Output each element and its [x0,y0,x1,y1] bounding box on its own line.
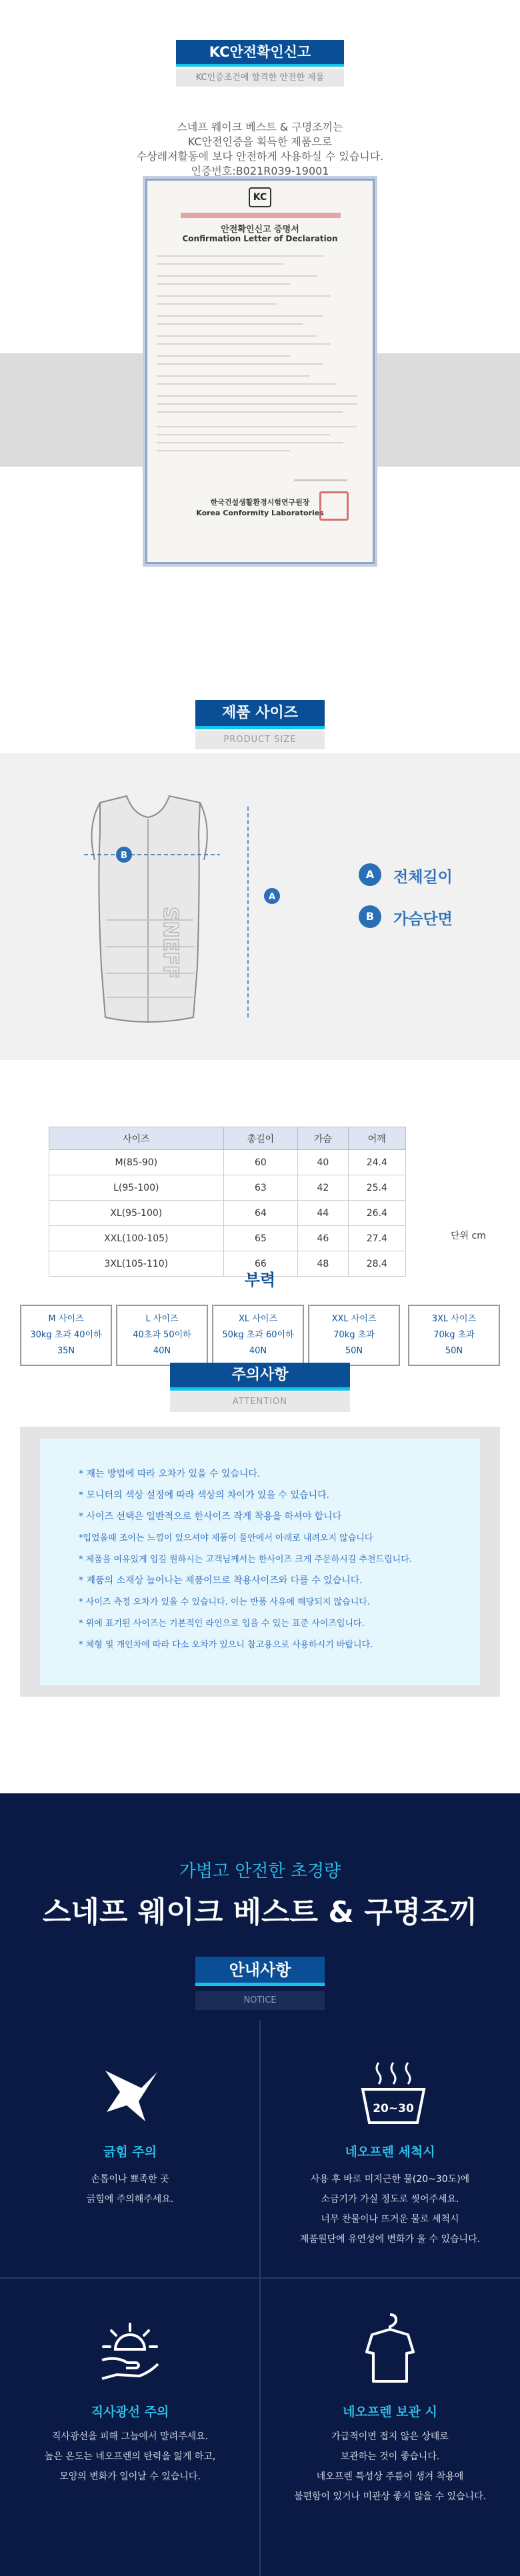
buoyancy-size: L 사이즈 [145,1314,179,1324]
cell-shoulder: 24.4 [348,1150,405,1175]
cert-text-line [157,383,337,385]
notice-subheading: 가볍고 안전한 초경량 [179,1861,341,1881]
attention-subtitle-bar [170,1392,350,1412]
basin-temperature-label: 20~30 [373,2102,414,2115]
table-row [49,1150,406,1175]
cert-text-line [157,375,310,377]
buoyancy-card-3xl [408,1305,500,1366]
cell-sun-line: 높은 온도는 네오프렌의 탄력을 잃게 하고, [44,2451,216,2462]
attention-title: 주의사항 [231,1367,289,1383]
cell-length: 65 [223,1226,298,1251]
attention-item: * 제품을 여유있게 입길 원하시는 고객님께서는 한사이즈 크게 주문하시길 추천드립니다. [79,1555,412,1565]
cert-issuer-en: Korea Conformity Laboratories [196,509,324,517]
cell-scratch-line: 긁힘에 주의해주세요. [86,2194,174,2205]
cell-chest: 46 [298,1226,348,1251]
cell-sun-line: 직사광선을 피해 그늘에서 말려주세요. [51,2431,209,2442]
attention-item: * 재는 방법에 따라 오차가 있을 수 있습니다. [79,1469,261,1479]
hanger-garment-icon [360,2312,420,2385]
size-subtitle: PRODUCT SIZE [223,735,297,745]
table-row [49,1175,406,1201]
cell-size: L(95-100) [49,1175,224,1201]
cell-storage-line: 네오프렌 특성상 주름이 생겨 착용에 [316,2471,464,2482]
buoyancy-size: XXL 사이즈 [331,1314,377,1324]
buoyancy-size: XL 사이즈 [239,1314,277,1324]
cert-text-line [157,263,283,265]
buoyancy-weight: 50kg 초과 60이하 [222,1330,294,1340]
cell-chest: 44 [298,1201,348,1226]
cell-length: 60 [223,1150,298,1175]
cert-date-line [294,479,347,481]
cert-text-line [157,411,343,413]
buoyancy-weight: 70kg 초과 [333,1330,375,1340]
attention-item: * 체형 및 개인차에 따라 다소 오차가 있으니 참고용으로 사용하시기 바랍니다. [79,1640,373,1650]
cert-text-line [157,283,290,285]
buoyancy-force: 50N [345,1346,363,1356]
size-title-badge [195,700,325,729]
header-shoulder: 어깨 [348,1127,405,1150]
attention-item: *입었을때 조이는 느낌이 있으셔야 제품이 물안에서 아래로 내려오지 않습니다 [79,1533,373,1543]
notice-subtitle: NOTICE [195,1991,325,2010]
buoyancy-size: M 사이즈 [48,1314,84,1324]
svg-text:A: A [268,892,276,902]
cert-text-line [157,255,323,257]
cell-size: XXL(100-105) [49,1226,224,1251]
water-basin-icon [359,2060,428,2127]
cert-text-line [157,323,303,325]
buoyancy-weight: 30kg 초과 40이하 [30,1330,102,1340]
certificate-image [145,179,375,564]
kc-subtitle-bar [176,69,344,87]
attention-item: * 제품의 소재상 늘어나는 제품이므로 착용사이즈와 다를 수 있습니다. [79,1575,363,1586]
attention-item: * 모니터의 색상 설정에 따라 색상의 차이가 있을 수 있습니다. [79,1490,330,1501]
kc-title: KC안전확인신고 [209,44,311,60]
cert-text-line [157,395,357,397]
cell-storage-title: 네오프렌 보관 시 [343,2405,437,2419]
unit-label: 단위 cm [451,1231,486,1241]
cell-wash-line: 너무 찬물이나 뜨거운 물로 세척시 [321,2214,459,2225]
cert-title-en: Confirmation Letter of Declaration [182,234,338,243]
cell-length: 64 [223,1201,298,1226]
cell-length: 63 [223,1175,298,1201]
cert-red-note [181,213,341,218]
buoyancy-card-m [20,1305,112,1366]
cell-chest: 48 [298,1251,348,1277]
buoyancy-force: 40N [153,1346,171,1356]
star-shape-icon [100,2065,160,2125]
header-chest: 가슴 [298,1127,348,1150]
cert-text-line [157,303,277,305]
size-table [49,1127,406,1277]
notice-heading: 스네프 웨이크 베스트 & 구명조끼 [42,1895,478,1929]
buoyancy-force: 40N [249,1346,267,1356]
cert-text-line [157,434,330,435]
cert-text-line [157,295,330,297]
cell-sun-line: 모양의 변화가 일어날 수 있습니다. [59,2471,201,2482]
buoyancy-weight: 70kg 초과 [433,1330,475,1340]
kc-line-3: 수상레저활동에 보다 안전하게 사용하실 수 있습니다. [136,150,384,163]
svg-text:B: B [121,851,127,861]
cert-text-line [157,275,317,277]
cell-wash-title: 네오프렌 세척시 [345,2145,435,2159]
cert-text-line [157,450,290,451]
kc-subtitle: KC인증조건에 합격한 안전한 제품 [195,73,325,83]
attention-item: * 사이즈 선택은 일반적으로 한사이즈 작게 착용을 하셔야 합니다 [79,1511,342,1522]
svg-text:SNEFF: SNEFF [159,907,182,979]
notice-title: 안내사항 [195,1957,325,1986]
cell-wash-line: 제품원단에 유연성에 변화가 올 수 있습니다. [299,2234,481,2245]
cert-text-line [157,343,330,345]
cell-scratch-line: 손톱이나 뾰족한 곳 [91,2174,169,2185]
legend-b-label: 가슴단면 [393,911,453,928]
cell-storage-line: 가급적이면 접지 않은 상태로 [331,2431,449,2442]
size-title: 제품 사이즈 [222,705,298,721]
cell-storage-line: 불편함이 있거나 미관상 좋지 않을 수 있습니다. [293,2491,487,2502]
header-length: 총길이 [223,1127,298,1150]
kc-line-1: 스네프 웨이크 베스트 & 구명조끼는 [177,121,343,133]
attention-item: * 사이즈 측정 오차가 있을 수 있습니다. 이는 반품 사유에 해당되지 않습니다. [79,1597,370,1607]
grid-divider-horizontal [0,2277,520,2279]
cert-issuer-ko: 한국건설생활환경시험연구원장 [210,498,310,507]
attention-item: * 위에 표기된 사이즈는 기본적인 라인으로 입을 수 있는 표준 사이즈입니다. [79,1619,365,1629]
cell-wash-line: 사용 후 바로 미지근한 물(20~30도)에 [310,2174,470,2185]
attention-title-badge [170,1363,350,1391]
cell-length: 66 [223,1251,298,1277]
buoyancy-card-xxl [308,1305,400,1366]
sun-hand-icon [97,2319,163,2385]
kc-line-2: KC안전인증을 획득한 제품으로 [187,135,333,148]
cell-chest: 40 [298,1150,348,1175]
buoyancy-weight: 40초과 50이하 [133,1330,191,1340]
kc-line-4: 인증번호:B021R039-19001 [191,165,329,177]
cell-shoulder: 27.4 [348,1226,405,1251]
cell-storage-line: 보관하는 것이 좋습니다. [340,2451,440,2462]
cell-sun-title: 직사광선 주의 [91,2405,169,2419]
cell-scratch-title: 긁힘 주의 [103,2145,157,2159]
buoyancy-size: 3XL 사이즈 [431,1314,477,1324]
kc-title-badge [176,40,344,67]
kc-mark-icon: KC [249,187,271,207]
cell-shoulder: 25.4 [348,1175,405,1201]
cert-text-line [157,403,357,405]
cell-wash-line: 소금기가 가실 정도로 씻어주세요. [321,2194,459,2205]
buoyancy-card-l [116,1305,208,1366]
cell-size: 3XL(105-110) [49,1251,224,1277]
table-row [49,1201,406,1226]
size-subtitle-bar [195,731,325,749]
cell-chest: 42 [298,1175,348,1201]
cell-shoulder: 26.4 [348,1201,405,1226]
cert-text-line [157,315,323,317]
cert-title-ko: 안전확인신고 증명서 [221,225,299,235]
cert-text-line [157,363,323,365]
buoyancy-title: 부력 [244,1271,276,1289]
cert-text-line [157,355,290,357]
cert-text-line [157,426,357,427]
cell-size: M(85-90) [49,1150,224,1175]
size-table-header [49,1127,406,1150]
legend-b-mark: B [359,905,381,928]
table-row [49,1226,406,1251]
buoyancy-force: 35N [57,1346,75,1356]
cert-text-line [157,442,343,443]
buoyancy-card-xl [212,1305,304,1366]
header-size: 사이즈 [49,1127,224,1150]
legend-a-label: 전체길이 [393,869,453,886]
cell-size: XL(95-100) [49,1201,224,1226]
official-seal-icon [319,491,349,521]
cert-text-line [157,335,317,337]
cell-shoulder: 28.4 [348,1251,405,1277]
buoyancy-force: 50N [445,1346,463,1356]
attention-subtitle: ATTENTION [232,1397,288,1407]
product-size-figure [0,753,520,1060]
legend-a-mark: A [359,863,381,886]
